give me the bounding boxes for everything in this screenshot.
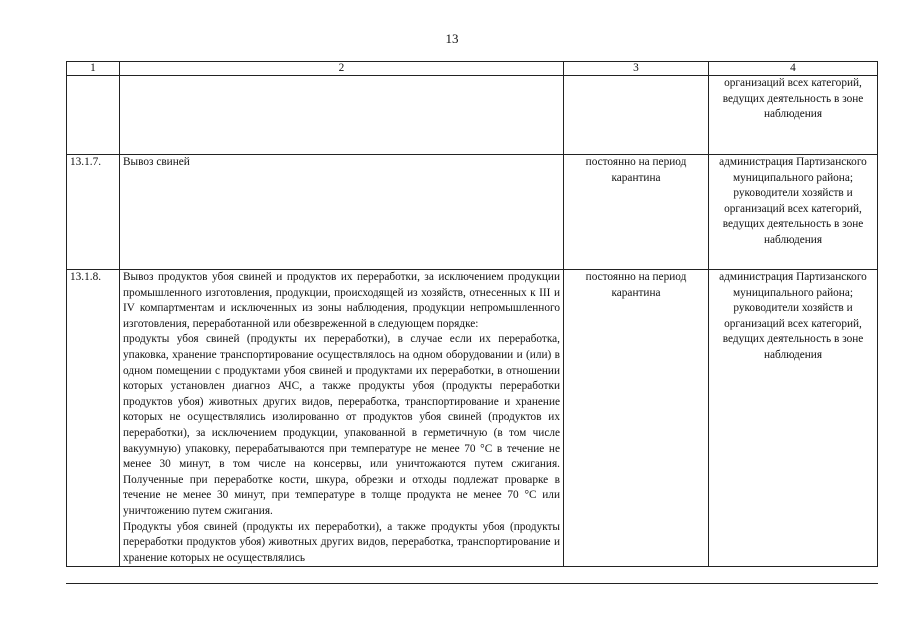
page-number: 13	[445, 31, 459, 46]
action-cell	[120, 155, 564, 270]
row-number-cell	[67, 76, 120, 155]
term-cell: постоянно на период карантина	[564, 155, 709, 270]
responsible-cell: администрация Партизанского муниципального района; руководители хозяйств и организаций всех категорий, ведущих деятельность в зоне наблюдения	[709, 270, 878, 567]
term-cell	[564, 76, 709, 155]
table-row	[67, 155, 878, 270]
action-paragraph: Вывоз продуктов убоя свиней и продуктов их переработки, за исключением продукции промышленного изготовления, продукции, происходящей из хозяйств, отнесенных к III и IV компартментам и исключенных из зоны наблюдения, продукции непромышленного изготовления, переработанной или обезвреженной в следующем порядке:	[123, 271, 560, 330]
table-header-row	[67, 62, 878, 76]
measures-table	[66, 61, 878, 567]
action-paragraph: Продукты убоя свиней (продукты их переработки), а также продукты убоя (продукты переработки продуктов убоя) животных других видов, переработка, транспортирование и хранение которых не осуществлялись	[123, 520, 560, 564]
row-number-cell: 13.1.7.	[67, 155, 120, 270]
row-number-cell: 13.1.8.	[67, 270, 120, 567]
column-header-4: 4	[709, 62, 878, 76]
column-header-1: 1	[67, 62, 120, 76]
column-header-3: 3	[564, 62, 709, 76]
table-row	[67, 76, 878, 155]
action-paragraph: продукты убоя свиней (продукты их переработки), в случае если их переработка, упаковка, хранение транспортирование осуществлялось на одном оборудовании и (или) в одном помещении с продуктами убоя свиней и продуктами их переработки, в отношении которых установлен диагноз АЧС, а также продукты убоя (продукты переработки продуктов убоя) животных других видов, переработка, транспортирование и хранение которых не осуществлялись изолированно от продуктов убоя свиней (продуктов их переработки), за исключением продукции, упакованной в герметичную (в том числе вакуумную) упаковку, перерабатываются при температуре не менее 70 °С в течение не менее 30 минут, в том числе на консервы, или уничтожаются путем сжигания. Полученные при переработке кости, шкура, обрезки и отходы подлежат проварке в течение не менее 30 минут, при температуре в толще продукта не менее 70 °С или уничтожению путем сжигания.	[123, 333, 560, 517]
action-cell	[120, 270, 564, 567]
responsible-cell: администрация Партизанского муниципального района; руководители хозяйств и организаций всех категорий, ведущих деятельность в зоне наблюдения	[709, 155, 878, 270]
term-cell: постоянно на период карантина	[564, 270, 709, 567]
page-bottom-margin	[0, 583, 904, 635]
table-row	[67, 270, 878, 567]
responsible-cell: организаций всех категорий, ведущих деятельность в зоне наблюдения	[709, 76, 878, 155]
column-header-2: 2	[120, 62, 564, 76]
action-cell	[120, 76, 564, 155]
table-bottom-border	[66, 583, 878, 584]
action-paragraph: Вывоз свиней	[123, 156, 190, 168]
